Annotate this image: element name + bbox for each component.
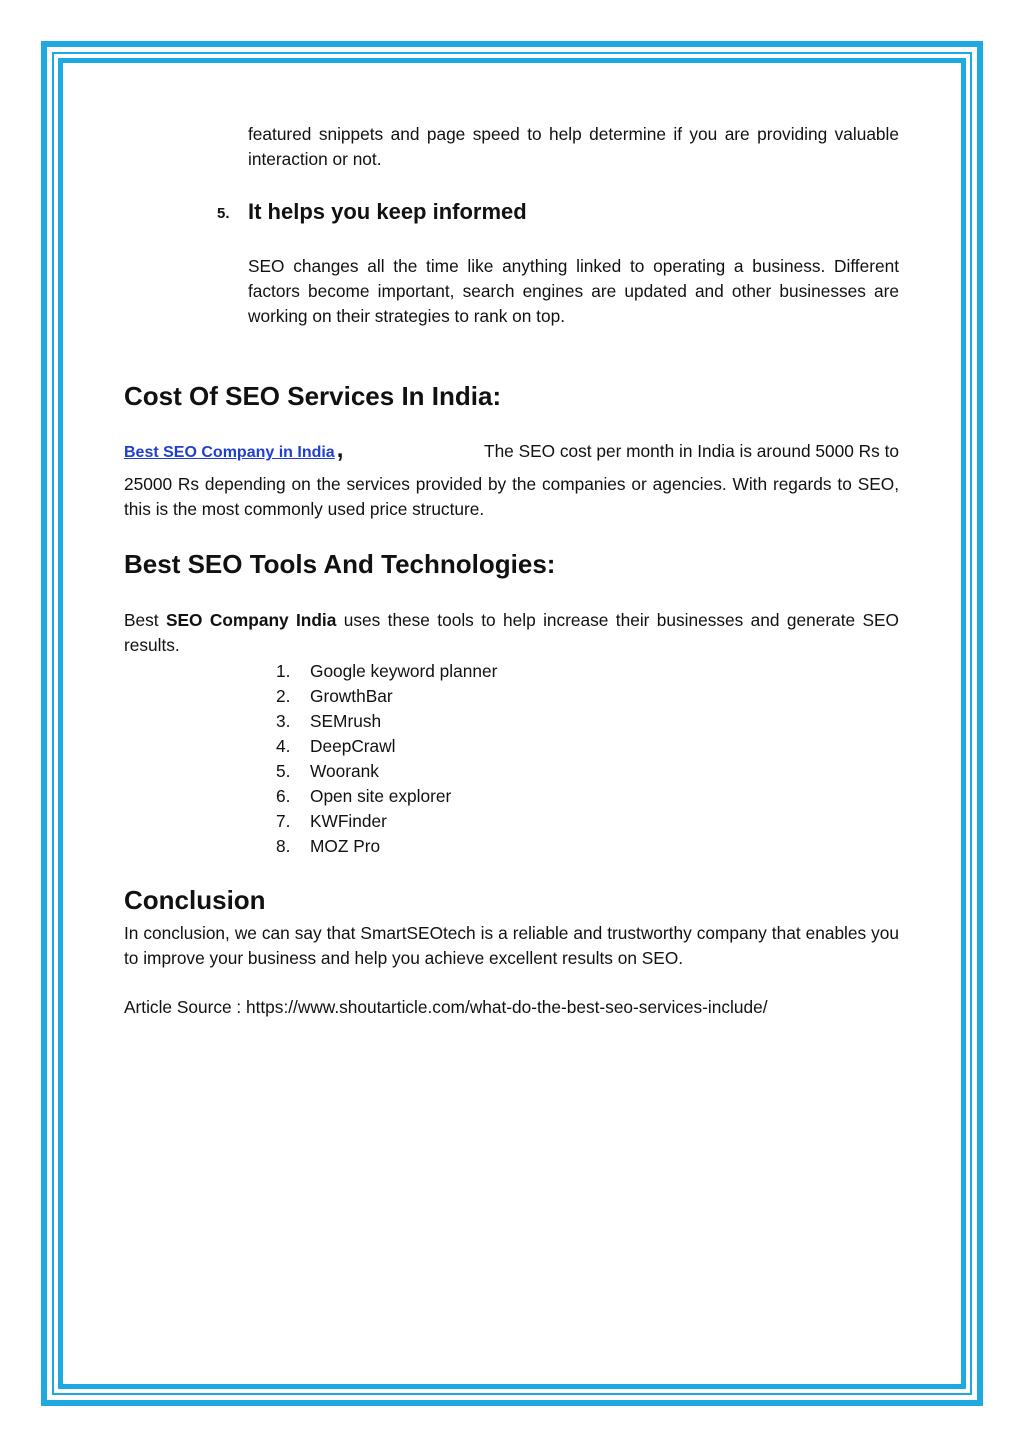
article-source: Article Source : https://www.shoutarticle.com/what-do-the-best-seo-services-include/ xyxy=(124,997,768,1017)
conclusion-heading: Conclusion xyxy=(124,885,266,915)
list-item-number: 8. xyxy=(276,836,291,856)
list-item-label: DeepCrawl xyxy=(310,736,396,756)
list-item-label: Open site explorer xyxy=(310,786,452,806)
cost-heading: Cost Of SEO Services In India: xyxy=(124,381,502,411)
list-item-label: KWFinder xyxy=(310,811,387,831)
comma: , xyxy=(336,436,344,463)
item-title: It helps you keep informed xyxy=(248,199,527,224)
list-item-number: 3. xyxy=(276,711,291,731)
item-5-body: SEO changes all the time like anything linked to operating a business. Different factors become important, search engines are updated and other businesses are working on their strategies to rank on top. xyxy=(248,256,899,326)
list-item xyxy=(276,659,497,684)
list-item-label: GrowthBar xyxy=(310,686,393,706)
tools-intro-prefix: Best xyxy=(124,610,166,630)
list-item xyxy=(276,709,497,734)
cost-rest-text: 25000 Rs depending on the services provided by the companies or agencies. With regards to SEO, this is the most commonly used price structure. xyxy=(124,474,899,519)
list-item-label: Google keyword planner xyxy=(310,661,498,681)
list-item xyxy=(276,784,497,809)
cost-line1-text: The SEO cost per month in India is around 5000 Rs to xyxy=(484,441,899,461)
conclusion-paragraph: In conclusion, we can say that SmartSEOtech is a reliable and trustworthy company that enables you to improve your business and help you achieve excellent results on SEO. xyxy=(124,923,899,968)
tools-intro-bold: SEO Company India xyxy=(165,610,337,630)
list-item xyxy=(276,759,497,784)
tools-intro xyxy=(124,608,899,658)
list-item xyxy=(276,684,497,709)
list-item xyxy=(276,734,497,759)
tools-list xyxy=(276,659,497,859)
list-item-label: Woorank xyxy=(310,761,379,781)
tools-heading: Best SEO Tools And Technologies: xyxy=(124,549,556,579)
list-item-number: 4. xyxy=(276,736,291,756)
cost-first-line xyxy=(124,436,899,472)
list-item-number: 1. xyxy=(276,661,291,681)
cost-link-group xyxy=(124,436,343,464)
item-number: 5. xyxy=(217,205,230,222)
list-item xyxy=(276,834,497,859)
list-item-number: 2. xyxy=(276,686,291,706)
tools-intro-suffix: uses these tools to help increase their businesses and generate SEO results. xyxy=(124,610,899,655)
list-item-label: MOZ Pro xyxy=(310,836,381,856)
list-item-label: SEMrush xyxy=(310,711,382,731)
best-seo-company-link[interactable]: Best SEO Company in India xyxy=(124,444,335,461)
list-item xyxy=(276,809,497,834)
list-item-number: 6. xyxy=(276,786,291,806)
list-item-number: 7. xyxy=(276,811,291,831)
intro-paragraph: featured snippets and page speed to help determine if you are providing valuable interaction or not. xyxy=(248,124,899,169)
cost-paragraph xyxy=(124,436,899,522)
list-item-number: 5. xyxy=(276,761,291,781)
